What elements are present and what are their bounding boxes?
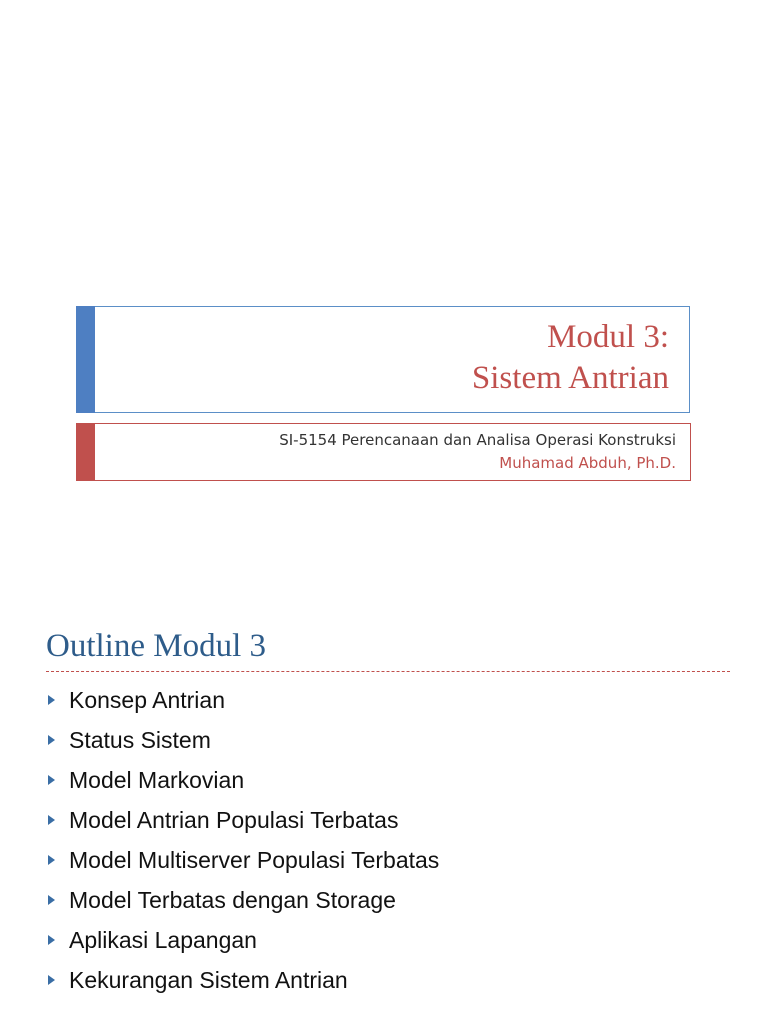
subtitle <box>279 429 676 475</box>
slide-title <box>472 317 669 399</box>
triangle-right-icon <box>48 975 55 985</box>
list-item <box>46 880 439 920</box>
title-line-1: Modul 3: <box>547 319 669 355</box>
list-item <box>46 960 439 1000</box>
triangle-right-icon <box>48 775 55 785</box>
triangle-right-icon <box>48 735 55 745</box>
title-accent-bar <box>76 306 95 413</box>
list-item-label: Model Markovian <box>69 767 245 793</box>
list-item-label: Model Antrian Populasi Terbatas <box>69 807 399 833</box>
triangle-right-icon <box>48 895 55 905</box>
triangle-right-icon <box>48 815 55 825</box>
list-item-label: Aplikasi Lapangan <box>69 927 257 953</box>
list-item <box>46 800 439 840</box>
list-item <box>46 760 439 800</box>
list-item-label: Model Multiserver Populasi Terbatas <box>69 847 440 873</box>
triangle-right-icon <box>48 695 55 705</box>
list-item <box>46 840 439 880</box>
subtitle-accent-bar <box>76 423 95 481</box>
list-item <box>46 920 439 960</box>
list-item-label: Kekurangan Sistem Antrian <box>69 967 348 993</box>
triangle-right-icon <box>48 935 55 945</box>
outline-heading: Outline Modul 3 <box>46 628 266 664</box>
title-box <box>76 306 690 413</box>
list-item <box>46 680 439 720</box>
title-line-2: Sistem Antrian <box>471 360 669 396</box>
outline-list <box>46 680 439 1000</box>
triangle-right-icon <box>48 855 55 865</box>
heading-divider <box>46 671 730 672</box>
list-item-label: Konsep Antrian <box>69 687 226 713</box>
subtitle-box <box>76 423 691 481</box>
list-item-label: Model Terbatas dengan Storage <box>69 887 396 913</box>
outline-slide <box>0 576 768 1024</box>
list-item-label: Status Sistem <box>69 727 211 753</box>
author-name: Muhamad Abduh, Ph.D. <box>499 454 676 472</box>
list-item <box>46 720 439 760</box>
course-name: SI-5154 Perencanaan dan Analisa Operasi Konstruksi <box>279 431 676 449</box>
